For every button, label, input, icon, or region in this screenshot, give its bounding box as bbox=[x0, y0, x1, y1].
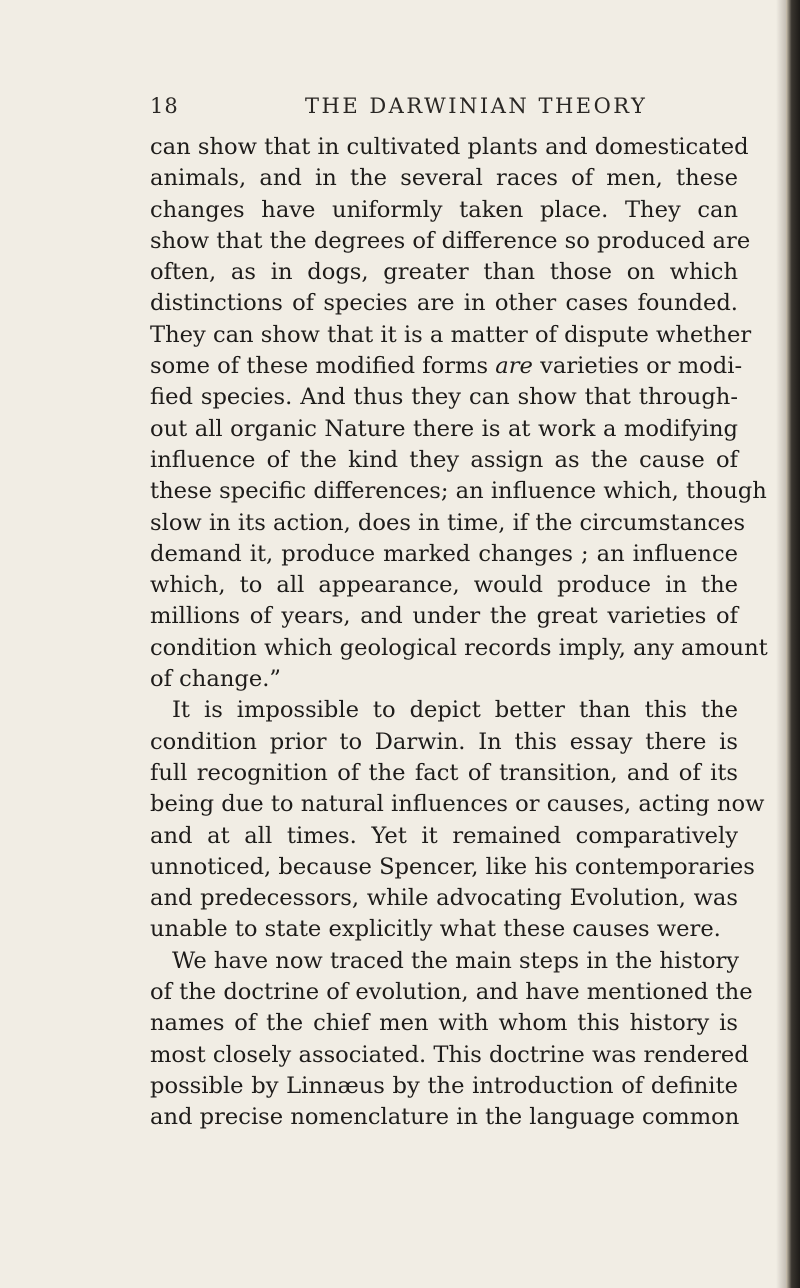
text-line: can show that in cultivated plants and domesticated bbox=[150, 134, 749, 160]
text-line: influence of the kind they assign as the cause of bbox=[150, 446, 738, 473]
text-line: show that the degrees of difference so produced are bbox=[150, 227, 751, 254]
text-line: out all organic Nature there is at work a modifying bbox=[150, 415, 738, 442]
page-header bbox=[0, 94, 800, 124]
text-line: names of the chief men with whom this history is bbox=[150, 1010, 738, 1037]
text-line: slow in its action, does in time, if the circumstances bbox=[150, 509, 746, 536]
text-line: full recognition of the fact of transition, and of its bbox=[150, 759, 738, 786]
text-line: and precise nomenclature in the language common bbox=[150, 1104, 740, 1131]
text-line: It is impossible to depict better than this the bbox=[172, 697, 738, 724]
text-line bbox=[150, 351, 743, 382]
text-line: which, to all appearance, would produce in the bbox=[150, 572, 738, 599]
text-line: They can show that it is a matter of dispute whether bbox=[150, 321, 752, 348]
text-line: condition which geological records imply, any amount bbox=[150, 634, 768, 661]
text-line: of the doctrine of evolution, and have mentioned the bbox=[150, 979, 753, 1006]
text-run: varieties or modi- bbox=[532, 353, 743, 380]
text-line: animals, and in the several races of men, these bbox=[150, 165, 738, 192]
text-line: distinctions of species are in other cases founded. bbox=[150, 290, 738, 317]
text-line: possible by Linnæus by the introduction of definite bbox=[150, 1072, 738, 1099]
text-line: unnoticed, because Spencer, like his contemporaries bbox=[150, 853, 755, 880]
text-line: and at all times. Yet it remained comparatively bbox=[150, 822, 738, 849]
page-edge-shadow bbox=[776, 0, 786, 1288]
text-line: condition prior to Darwin. In this essay there is bbox=[150, 728, 738, 755]
text-line: most closely associated. This doctrine was rendered bbox=[150, 1041, 749, 1068]
running-head: THE DARWINIAN THEORY bbox=[305, 94, 648, 118]
text-run: some of these modified forms bbox=[150, 353, 496, 380]
text-line: demand it, produce marked changes ; an influence bbox=[150, 540, 738, 567]
text-line: fied species. And thus they can show that through- bbox=[150, 384, 738, 411]
page-number: 18 bbox=[150, 94, 179, 118]
text-line: of change.” bbox=[150, 666, 281, 693]
body-text bbox=[150, 132, 768, 1134]
text-line: changes have uniformly taken place. They can bbox=[150, 196, 738, 223]
text-line: We have now traced the main steps in the history bbox=[172, 947, 740, 974]
text-line: these specific differences; an influence which, though bbox=[150, 478, 767, 505]
text-line: being due to natural influences or causes, acting now bbox=[150, 791, 765, 818]
book-spine-edge bbox=[786, 0, 800, 1288]
text-line: unable to state explicitly what these causes were. bbox=[150, 916, 721, 943]
text-line: millions of years, and under the great varieties of bbox=[150, 603, 738, 630]
italic-word: are bbox=[495, 353, 533, 380]
text-line: often, as in dogs, greater than those on which bbox=[150, 259, 738, 286]
text-line: and predecessors, while advocating Evolution, was bbox=[150, 885, 738, 912]
